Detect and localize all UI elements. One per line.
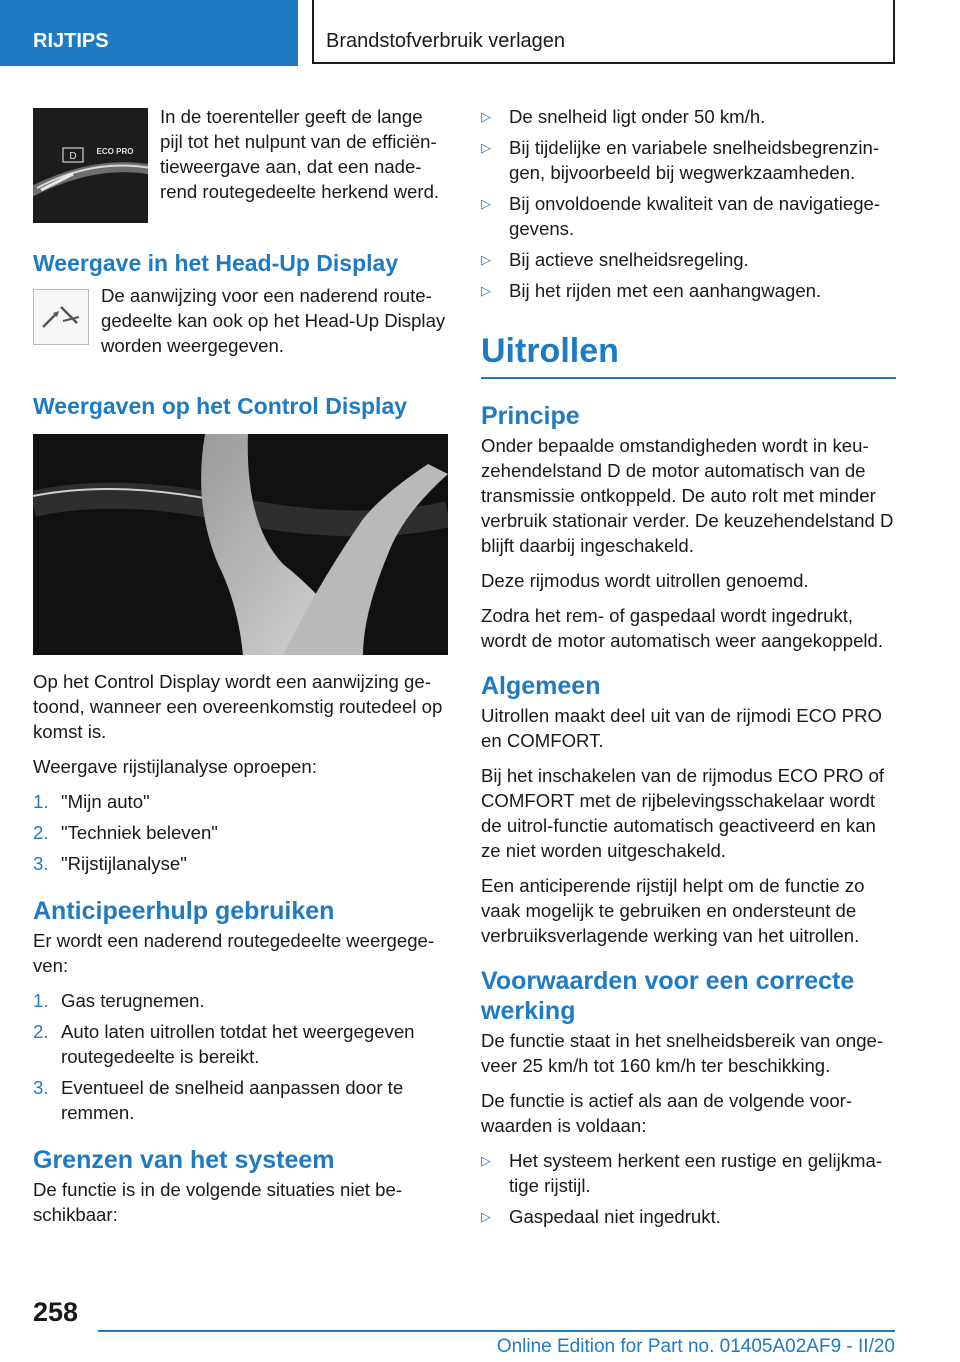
section-label: RIJTIPS — [0, 0, 298, 66]
principe-p3: Zodra het rem- of gaspedaal wordt ingedrukt, wordt de motor automatisch weer aangekoppeld. — [481, 605, 884, 651]
triangle-bullet-icon: ▷ — [481, 283, 491, 298]
anticipation-intro: Er wordt een naderend routegedeelte weergegeven: — [33, 930, 435, 976]
gauge-gear-label: D — [69, 151, 77, 162]
anticipation-heading: Anticipeerhulp gebruiken — [33, 897, 335, 925]
list-item: ▷ Het systeem herkent een rustige en gelijkmatige rijstijl. — [481, 1150, 883, 1196]
algemeen-heading: Algemeen — [481, 672, 601, 700]
anticipation-steps — [33, 988, 448, 1125]
list-item: ▷ Bij tijdelijke en variabele snelheidsbegrenzingen, bijvoorbeeld bij wegwerkzaamheden. — [481, 137, 880, 183]
right-column — [481, 104, 896, 1239]
page-header — [0, 0, 960, 66]
triangle-bullet-icon: ▷ — [481, 140, 491, 155]
triangle-bullet-icon: ▷ — [481, 196, 491, 211]
list-item: 1. "Mijn auto" — [33, 791, 150, 812]
gauge-description: In de toerenteller geeft de lange pijl tot het nulpunt van de efficiëntieweergave aan, dat een naderend routegedeelte herkend werd. — [160, 106, 440, 202]
analysis-intro: Weergave rijstijlanalyse oproepen: — [33, 756, 317, 777]
footer-divider — [98, 1330, 895, 1332]
principe-p2: Deze rijmodus wordt uitrollen genoemd. — [481, 570, 809, 591]
algemeen-p3: Een anticiperende rijstijl helpt om de functie zo vaak mogelijk te gebruiken en ondersteunt de verbruiksverlagende werking van het uitrollen. — [481, 875, 865, 946]
triangle-bullet-icon: ▷ — [481, 252, 491, 267]
footer-edition: Online Edition for Part no. 01405A02AF9 - II/20 — [496, 1336, 895, 1357]
hud-route-icon — [33, 289, 89, 345]
list-item: ▷ Bij actieve snelheidsregeling. — [481, 249, 749, 270]
control-display-road-image — [33, 434, 448, 655]
list-item: 2. "Techniek beleven" — [33, 822, 218, 843]
triangle-bullet-icon: ▷ — [481, 109, 491, 124]
triangle-bullet-icon: ▷ — [481, 1209, 491, 1224]
voorwaarden-p2: De functie is actief als aan de volgende voorwaarden is voldaan: — [481, 1090, 853, 1136]
triangle-bullet-icon: ▷ — [481, 1153, 491, 1168]
list-item: ▷ Bij onvoldoende kwaliteit van de navigatiegegevens. — [481, 193, 881, 239]
list-item: 3. "Rijstijlanalyse" — [33, 853, 187, 874]
page-number: 258 — [33, 1297, 79, 1327]
hud-block — [33, 285, 448, 368]
gauge-block — [33, 100, 448, 223]
left-column — [33, 100, 448, 1237]
chapter-title: Brandstofverbruik verlagen — [312, 0, 895, 64]
limits-heading: Grenzen van het systeem — [33, 1146, 335, 1174]
control-display-heading: Weergaven op het Control Display — [33, 393, 408, 419]
list-item: ▷ Gaspedaal niet ingedrukt. — [481, 1206, 721, 1227]
control-display-description: Op het Control Display wordt een aanwijzing getoond, wanneer een overeenkomstig routedeel op komst is. — [33, 671, 443, 742]
algemeen-p1: Uitrollen maakt deel uit van de rijmodi ECO PRO en COMFORT. — [481, 705, 882, 751]
limits-intro: De functie is in de volgende situaties niet beschikbaar: — [33, 1179, 403, 1225]
list-item: ▷ De snelheid ligt onder 50 km/h. — [481, 106, 766, 127]
list-item: 1. Gas terugnemen. — [33, 990, 205, 1011]
voorwaarden-heading: Voorwaarden voor een correcte werking — [481, 967, 855, 1025]
principe-p1: Onder bepaalde omstandigheden wordt in keuzehendelstand D de motor automatisch van de transmissie ontkoppeld. De auto rolt met minder verbruik stationair verder. De keuzehendelstand D blijft daarbij ingeschakeld. — [481, 435, 894, 556]
algemeen-p2: Bij het inschakelen van de rijmodus ECO PRO of COMFORT met de rijbelevingsschakelaar wordt de uitrol-functie automatisch geactiveerd en kan ze niet worden uitgeschakeld. — [481, 765, 885, 861]
analysis-steps — [33, 789, 448, 876]
list-item: ▷ Bij het rijden met een aanhangwagen. — [481, 280, 822, 301]
voorwaarden-p1: De functie staat in het snelheidsbereik van ongeveer 25 km/h tot 160 km/h ter beschikking. — [481, 1030, 884, 1076]
voorwaarden-list — [481, 1148, 896, 1229]
hud-heading: Weergave in het Head-Up Display — [33, 250, 399, 276]
list-item: 3. Eventueel de snelheid aanpassen door te remmen. — [33, 1077, 404, 1123]
list-item: 2. Auto laten uitrollen totdat het weergegeven routegedeelte is bereikt. — [33, 1021, 415, 1067]
principe-heading: Principe — [481, 402, 580, 430]
uitrollen-heading: Uitrollen — [481, 331, 896, 379]
limits-list — [481, 104, 896, 303]
gauge-mode-label: ECO PRO — [96, 147, 134, 156]
hud-description: De aanwijzing voor een naderend routegedeelte kan ook op het Head-Up Display worden weergegeven. — [101, 285, 446, 356]
tachometer-eco-image — [33, 108, 148, 223]
